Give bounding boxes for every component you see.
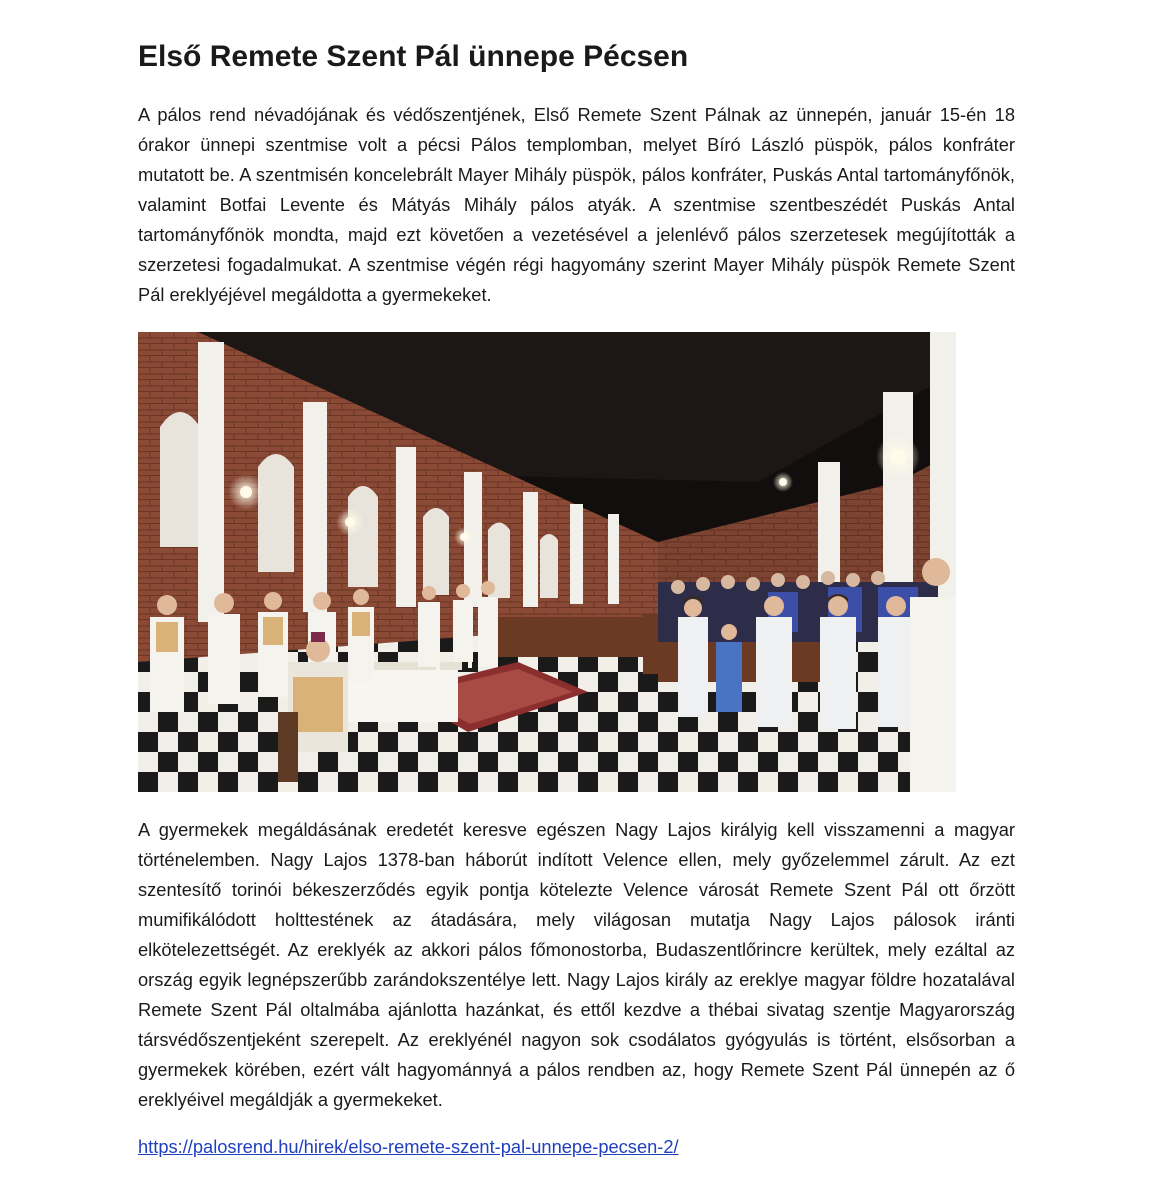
- article-title: Első Remete Szent Pál ünnepe Pécsen: [138, 40, 689, 73]
- intro-paragraph: A pálos rend névadójának és védőszentjének, Első Remete Szent Pálnak az ünnepén, január 15-én 18 órakor ünnepi szentmise volt a pécsi Pálos templomban, melyet Bíró László püspök, pálos konfráter mutatott be. A szentmisén koncelebrált Mayer Mihály püspök, pálos konfráter, Puskás Antal tartományfőnök, valamint Botfai Levente és Mátyás Mihály pálos atyák. A szentmise szentbeszédét Puskás Antal tartományfőnök mondta, majd ezt követően a vezetésével a jelenlévő pálos szerzetesek megújították a szerzetesi fogadalmukat. A szentmise végén régi hagyomány szerint Mayer Mihály püspök Remete Szent Pál ereklyéjével megáldotta a gyermekeket.: [138, 104, 1015, 305]
- history-paragraph: A gyermekek megáldásának eredetét keresve egészen Nagy Lajos királyig kell visszamenni a magyar történelemben. Nagy Lajos 1378-ban háborút indított Velence ellen, mely győzelemmel zárult. Az ezt szentesítő torinói békeszerződés egyik pontja kötelezte Velence városát Remete Szent Pál ott őrzött mumifikálódott holttestének az átadására, mely világosan mutatja Nagy Lajos pálosok iránti elkötelezettségét. Az ereklyék az akkori pálos főmonostorba, Budaszentlőrincre kerültek, mely ezáltal az ország egyik legnépszerűbb zarándokszentélye lett. Nagy Lajos király az ereklye magyar földre hozatalával Remete Szent Pál oltalmába ajánlotta hazánkat, és ettől kezdve a thébai sivatag szentje Magyarország társvédőszentjeként szerepelt. Az ereklyénél nagyon sok csodálatos gyógyulás is történt, elsősorban a gyermekek körében, ezért vált hagyománnyá a pálos rendben az, hogy Remete Szent Pál ünnepén az ő ereklyéivel megáldják a gyermekeket.: [138, 819, 1015, 1110]
- source-link[interactable]: https://palosrend.hu/hirek/elso-remete-szent-pal-unnepe-pecsen-2/: [138, 1136, 679, 1157]
- church-mass-photo: [138, 332, 956, 792]
